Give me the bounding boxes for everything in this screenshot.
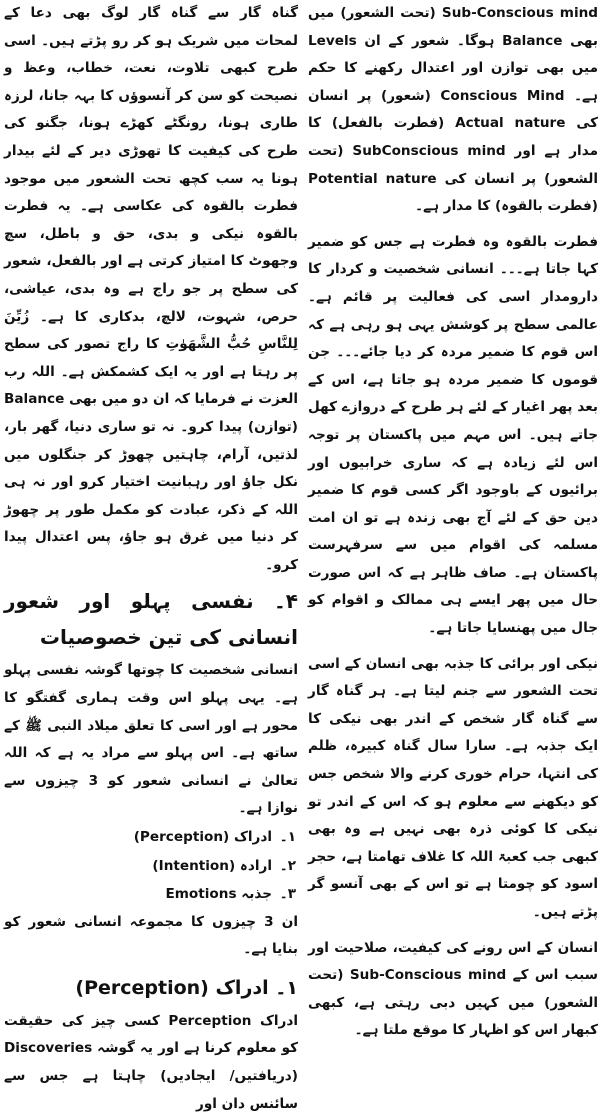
- left-column: [4, 0, 299, 1112]
- list-number: ۳۔: [279, 886, 296, 903]
- list-item: [4, 823, 298, 852]
- sub-paragraph: ادراک Perception کسی چیز کی حقیقت کو معلوم کرنا ہے اور یہ گوشہ Discoveries (دریافتیں/ ایجادیں) چاہتا ہے جس سے سائنس دان اور: [4, 1012, 299, 1112]
- list-number: ۲۔: [279, 857, 296, 874]
- paragraph: فطرت بالقوہ وہ فطرت ہے جس کو ضمیر کہا جاتا ہے۔۔۔ انسانی شخصیت و کردار کا دارومدار اسی کی فعالیت پر قائم ہے۔ عالمی سطح پر کوشش یہی ہو رہی ہے کہ اس قوم کا ضمیر مردہ کر دیا جائے۔۔۔ جن قوموں کا ضمیر مردہ ہو جاتا ہے، اس کے بعد پھر اغیار کے لئے ہر طرح کے دروازے کھل جاتے ہیں۔ اس مہم میں پاکستان پر توجہ اس لئے زیادہ ہے کہ ساری خرابیوں اور برائیوں کے باوجود اگر کسی قوم کا ضمیر دین حق کے لئے آج بھی زندہ ہے تو ان امت مسلمہ کی اقوام میں سے سرفہرست پاکستان ہے۔ صاف ظاہر ہے کہ اس صورت حال میں پھر ایسے ہی ممالک و اقوام کو جال میں پھنسایا جاتا ہے۔: [308, 233, 598, 637]
- subheading: ۱۔ ادراک (Perception): [75, 976, 298, 999]
- perception-list: [4, 823, 298, 909]
- list-item: [4, 880, 298, 909]
- paragraph: Sub-Conscious mind (تحت الشعور) میں بھی Balance ہوگا۔ شعور کے ان Levels میں بھی توازن اور اعتدال رکھنے کا حکم ہے۔ Conscious Mind (شعور) پر انسان کی Actual nature (فطرت بالفعل) کا مدار ہے اور SubConscious mind (تحت الشعور) پر انسان کی Potential nature (فطرت بالقوہ) کا مدار ہے۔: [308, 5, 599, 215]
- summary-text: ان 3 چیزوں کا مجموعہ انسانی شعور کو بنایا ہے۔: [4, 913, 298, 958]
- list-text: ارادہ (Intention): [152, 857, 272, 874]
- paragraph: انسان کے اس رونے کی کیفیت، صلاحیت اور سبب اس کے Sub-Conscious mind (تحت الشعور) میں کہیں دبی رہتی ہے، کبھی کبھار اس کو اظہار کا موقع ملتا ہے۔: [308, 939, 598, 1039]
- section-heading: ۴۔ نفسی پہلو اور شعور انسانی کی تین خصوصیات: [4, 589, 298, 650]
- list-text: جذبہ Emotions: [165, 886, 272, 903]
- list-item: [4, 852, 298, 881]
- right-column: [308, 0, 599, 1039]
- section-paragraph: انسانی شخصیت کا چوتھا گوشہ نفسی پہلو ہے۔ یہی پہلو اس وقت ہماری گفتگو کا محور ہے اور اسی کا تعلق میلاد النبی ﷺ کے ساتھ ہے۔ اس پہلو سے مراد یہ ہے کہ اللہ تعالیٰ نے انسانی شعور کو 3 چیزوں سے نوازا ہے۔: [4, 662, 298, 817]
- paragraph: نیکی اور برائی کا جذبہ بھی انسان کے اسی تحت الشعور سے جنم لیتا ہے۔ ہر گناہ گار سے گناہ گار شخص کے اندر بھی نیکی کا ایک جذبہ ہے۔ سارا سال گناہ کبیرہ، ظلم کی انتہا، حرام خوری کرنے والا شخص جس کو دیکھنے سے معلوم ہو کہ اس کے اندر تو نیکی کا کوئی ذرہ بھی نہیں ہے وہ بھی کبھی جب کعبۃ اللہ کا غلاف تھامتا ہے، حجر اسود کو چومتا ہے تو اس کے بھی آنسو گر پڑتے ہیں۔: [308, 655, 598, 920]
- list-text: ادراک (Perception): [133, 829, 272, 846]
- intro-paragraph: گناہ گار سے گناہ گار لوگ بھی دعا کے لمحات میں شریک ہو کر رو پڑتے ہیں۔ اسی طرح کبھی تلاوت، نعت، خطاب، وعظ و نصیحت کو سن کر آنسوؤں کا بہہ جانا، لرزہ طاری ہونا، رونگٹے کھڑے ہونا، جگنو کی طرح کی کیفیت کا تھوڑی دیر کے لئے بیدار ہونا یہ سب کچھ تحت الشعور میں موجود فطرت بالقوہ کی عکاسی ہے۔ یہ فطرت بالقوہ نیکی و بدی، حق و باطل، سچ وجھوٹ کا امتیاز کرتی ہے اور بالفعل، شعور کی سطح پر جو راج ہے وہ بدی، عیاشی، حرص، شہوت، لالچ، بدکاری کا ہے۔ زُيِّنَ لِلنَّاسِ حُبُّ الشَّهَوٰتِ کا راج تصور کی سطح پر رہتا ہے اور یہ ایک کشمکش ہے۔ اللہ رب العزت نے فرمایا کہ ان دو میں بھی Balance (توازن) پیدا کرو۔ نہ تو ساری دنیا، گھر بار، لذتیں، آرام، چاہتیں چھوڑ کر جنگلوں میں نکل جاؤ اور رہبانیت اختیار کرو اور نہ ہی اللہ کے ذکر، عبادت کو مکمل طور پر چھوڑ کر دنیا میں غرق ہو جاؤ، پس اعتدال پیدا کرو۔: [4, 5, 298, 573]
- list-number: ۱۔: [279, 829, 296, 846]
